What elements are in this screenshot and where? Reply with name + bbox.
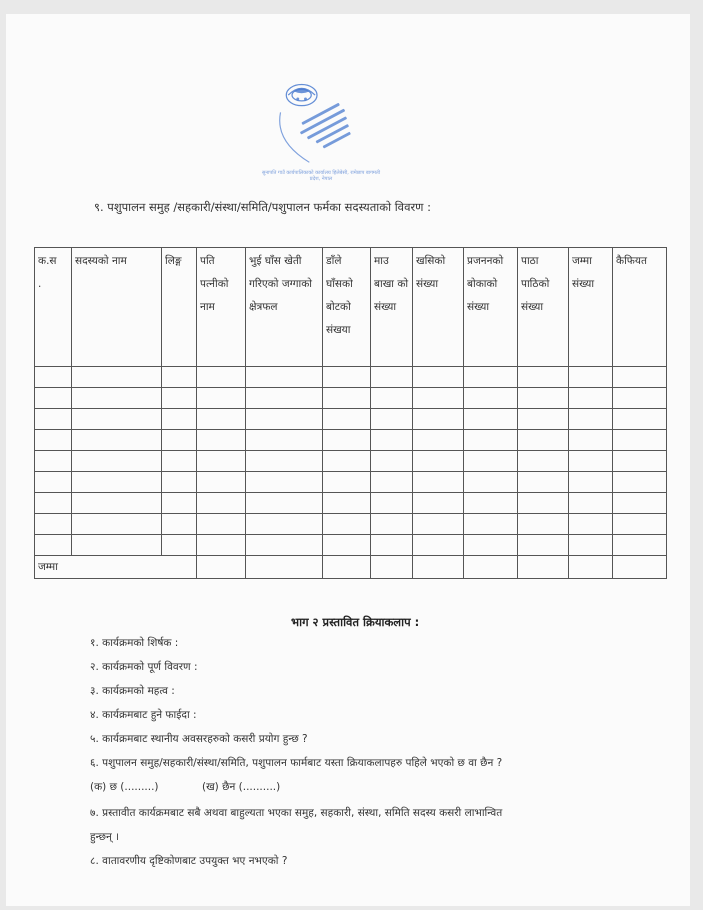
question-6: ६. पशुपालन समुह/सहकारी/संस्था/समिति, पशुपालन फार्मबाट यस्ता क्रियाकलापहरु पहिले भएको छ वा छैन ? xyxy=(90,757,503,769)
table-cell[interactable] xyxy=(371,367,413,388)
table-cell[interactable] xyxy=(464,430,518,451)
table-cell[interactable] xyxy=(413,388,464,409)
table-cell[interactable] xyxy=(518,514,569,535)
table-cell[interactable] xyxy=(35,430,72,451)
table-cell[interactable] xyxy=(413,430,464,451)
table-cell[interactable] xyxy=(464,367,518,388)
table-cell[interactable] xyxy=(246,535,323,556)
table-cell[interactable] xyxy=(518,556,569,579)
seal-text: सुनापति गाउँ कार्यपालिकाको कार्यालय हिलेबेसी, रामेछाप बागमती प्रदेश, नेपाल xyxy=(261,170,381,182)
table-cell[interactable] xyxy=(613,535,667,556)
table-row xyxy=(35,451,667,472)
option-yes[interactable]: (क) छ (.........) xyxy=(90,781,159,793)
membership-section-title: ९. पशुपालन समुह /सहकारी/संस्था/समिति/पशुपालन फर्मका सदस्यताको विवरण : xyxy=(94,200,432,214)
col-header-castrated-count: खसिको संख्या xyxy=(413,248,464,367)
table-cell[interactable] xyxy=(197,535,246,556)
table-cell[interactable] xyxy=(569,556,613,579)
col-header-member-name: सदस्यको नाम xyxy=(72,248,162,367)
table-cell[interactable] xyxy=(246,514,323,535)
table-cell[interactable] xyxy=(413,451,464,472)
table-cell[interactable] xyxy=(72,367,162,388)
table-cell[interactable] xyxy=(197,367,246,388)
table-cell[interactable] xyxy=(613,556,667,579)
table-cell[interactable] xyxy=(518,493,569,514)
col-header-remarks: कैफियत xyxy=(613,248,667,367)
table-cell[interactable] xyxy=(246,493,323,514)
question-7-line2: हुन्छन् । xyxy=(90,831,120,843)
table-cell[interactable] xyxy=(197,388,246,409)
table-cell[interactable] xyxy=(35,535,72,556)
table-cell[interactable] xyxy=(323,367,371,388)
question-7-line1: ७. प्रस्तावीत कार्यक्रमबाट सबै अथवा बाहुल्यता भएका समुह, सहकारी, संस्था, समिति सदस्य कसरी लाभान्वित xyxy=(90,807,503,819)
table-cell[interactable] xyxy=(162,430,197,451)
table-cell[interactable] xyxy=(613,472,667,493)
table-cell[interactable] xyxy=(35,493,72,514)
table-cell[interactable] xyxy=(371,409,413,430)
table-cell[interactable] xyxy=(197,472,246,493)
table-cell[interactable] xyxy=(197,430,246,451)
table-cell[interactable] xyxy=(323,535,371,556)
table-cell[interactable] xyxy=(569,514,613,535)
table-cell[interactable] xyxy=(613,451,667,472)
table-cell[interactable] xyxy=(246,556,323,579)
table-row xyxy=(35,430,667,451)
table-cell[interactable] xyxy=(323,409,371,430)
table-cell[interactable] xyxy=(371,535,413,556)
question-2: २. कार्यक्रमको पूर्ण विवरण : xyxy=(90,661,198,673)
question-1: १. कार्यक्रमको शिर्षक : xyxy=(90,637,179,649)
table-cell[interactable] xyxy=(371,472,413,493)
table-cell[interactable] xyxy=(323,493,371,514)
table-cell[interactable] xyxy=(371,493,413,514)
table-header-row xyxy=(35,248,667,367)
table-cell[interactable] xyxy=(35,367,72,388)
table-cell[interactable] xyxy=(72,409,162,430)
col-header-total-count: जम्मा संख्या xyxy=(569,248,613,367)
table-cell[interactable] xyxy=(246,451,323,472)
table-cell[interactable] xyxy=(323,451,371,472)
table-cell[interactable] xyxy=(162,367,197,388)
table-cell[interactable] xyxy=(464,535,518,556)
table-row xyxy=(35,472,667,493)
table-cell[interactable] xyxy=(35,409,72,430)
table-cell[interactable] xyxy=(197,409,246,430)
table-cell[interactable] xyxy=(464,556,518,579)
table-cell[interactable] xyxy=(569,430,613,451)
table-cell[interactable] xyxy=(518,451,569,472)
table-cell[interactable] xyxy=(72,472,162,493)
table-cell[interactable] xyxy=(569,535,613,556)
table-cell[interactable] xyxy=(72,430,162,451)
col-header-doe-count: माउ बाखा को संख्या xyxy=(371,248,413,367)
table-row xyxy=(35,493,667,514)
table-cell[interactable] xyxy=(371,430,413,451)
table-cell[interactable] xyxy=(464,388,518,409)
total-label: जम्मा xyxy=(35,556,197,579)
table-total-row xyxy=(35,556,667,579)
table-cell[interactable] xyxy=(371,556,413,579)
table-cell[interactable] xyxy=(464,514,518,535)
table-cell[interactable] xyxy=(464,472,518,493)
table-cell[interactable] xyxy=(518,409,569,430)
table-cell[interactable] xyxy=(464,451,518,472)
table-cell[interactable] xyxy=(197,514,246,535)
col-header-breeding-buck: प्रजननको बोकाको संख्या xyxy=(464,248,518,367)
table-cell[interactable] xyxy=(246,388,323,409)
table-cell[interactable] xyxy=(569,409,613,430)
table-cell[interactable] xyxy=(197,493,246,514)
table-cell[interactable] xyxy=(197,451,246,472)
table-cell[interactable] xyxy=(246,430,323,451)
table-cell[interactable] xyxy=(613,493,667,514)
table-cell[interactable] xyxy=(72,514,162,535)
col-header-grass-area: भुई घाँस खेती गरिएको जग्गाको क्षेत्रफल xyxy=(246,248,323,367)
table-cell[interactable] xyxy=(613,367,667,388)
table-cell[interactable] xyxy=(72,493,162,514)
table-cell[interactable] xyxy=(162,493,197,514)
table-cell[interactable] xyxy=(72,388,162,409)
question-3: ३. कार्यक्रमको महत्व : xyxy=(90,685,175,697)
table-cell[interactable] xyxy=(413,367,464,388)
table-cell[interactable] xyxy=(464,493,518,514)
table-row xyxy=(35,535,667,556)
table-cell[interactable] xyxy=(323,430,371,451)
col-header-spouse-name: पति पत्नीको नाम xyxy=(197,248,246,367)
table-cell[interactable] xyxy=(162,409,197,430)
table-cell[interactable] xyxy=(197,556,246,579)
table-cell[interactable] xyxy=(413,472,464,493)
table-cell[interactable] xyxy=(35,514,72,535)
table-cell[interactable] xyxy=(413,535,464,556)
col-header-kid-count: पाठा पाठिको संख्या xyxy=(518,248,569,367)
membership-table xyxy=(34,247,667,579)
table-cell[interactable] xyxy=(162,535,197,556)
part2-title: भाग २ प्रस्तावित क्रियाकलाप : xyxy=(291,615,420,629)
table-row xyxy=(35,367,667,388)
table-cell[interactable] xyxy=(413,556,464,579)
table-cell[interactable] xyxy=(613,388,667,409)
table-cell[interactable] xyxy=(569,388,613,409)
table-cell[interactable] xyxy=(518,430,569,451)
table-row xyxy=(35,514,667,535)
col-header-fodder-trees: डाँले घाँसको बोटको संखया xyxy=(323,248,371,367)
table-cell[interactable] xyxy=(464,409,518,430)
table-cell[interactable] xyxy=(613,430,667,451)
table-cell[interactable] xyxy=(371,388,413,409)
table-cell[interactable] xyxy=(613,514,667,535)
table-cell[interactable] xyxy=(613,409,667,430)
table-cell[interactable] xyxy=(413,514,464,535)
table-row xyxy=(35,409,667,430)
table-cell[interactable] xyxy=(518,472,569,493)
table-cell[interactable] xyxy=(518,367,569,388)
table-cell[interactable] xyxy=(246,367,323,388)
table-cell[interactable] xyxy=(371,451,413,472)
table-cell[interactable] xyxy=(162,451,197,472)
table-cell[interactable] xyxy=(72,451,162,472)
table-cell[interactable] xyxy=(413,409,464,430)
col-header-gender: लिङ्ग xyxy=(162,248,197,367)
office-seal-stamp xyxy=(268,74,366,170)
question-4: ४. कार्यक्रमबाट हुने फाईदा : xyxy=(90,709,197,721)
table-cell[interactable] xyxy=(35,472,72,493)
table-cell[interactable] xyxy=(323,556,371,579)
table-cell[interactable] xyxy=(371,514,413,535)
table-cell[interactable] xyxy=(569,367,613,388)
table-cell[interactable] xyxy=(35,388,72,409)
table-cell[interactable] xyxy=(518,388,569,409)
form-page xyxy=(6,14,690,906)
table-cell[interactable] xyxy=(162,388,197,409)
table-cell[interactable] xyxy=(246,409,323,430)
table-cell[interactable] xyxy=(323,514,371,535)
table-cell[interactable] xyxy=(413,493,464,514)
table-cell[interactable] xyxy=(246,472,323,493)
table-cell[interactable] xyxy=(569,472,613,493)
col-header-serial: क.स . xyxy=(35,248,72,367)
question-5: ५. कार्यक्रमबाट स्थानीय अवसरहरुको कसरी प्रयोग हुन्छ ? xyxy=(90,733,308,745)
table-cell[interactable] xyxy=(323,388,371,409)
table-cell[interactable] xyxy=(323,472,371,493)
table-cell[interactable] xyxy=(569,451,613,472)
option-no[interactable]: (ख) छैन (..........) xyxy=(202,781,281,793)
table-cell[interactable] xyxy=(72,535,162,556)
question-8: ८. वातावरणीय दृष्टिकोणबाट उपयुक्त भए नभएको ? xyxy=(90,855,288,867)
table-cell[interactable] xyxy=(162,472,197,493)
table-row xyxy=(35,388,667,409)
table-cell[interactable] xyxy=(35,451,72,472)
table-cell[interactable] xyxy=(518,535,569,556)
table-cell[interactable] xyxy=(162,514,197,535)
table-cell[interactable] xyxy=(569,493,613,514)
